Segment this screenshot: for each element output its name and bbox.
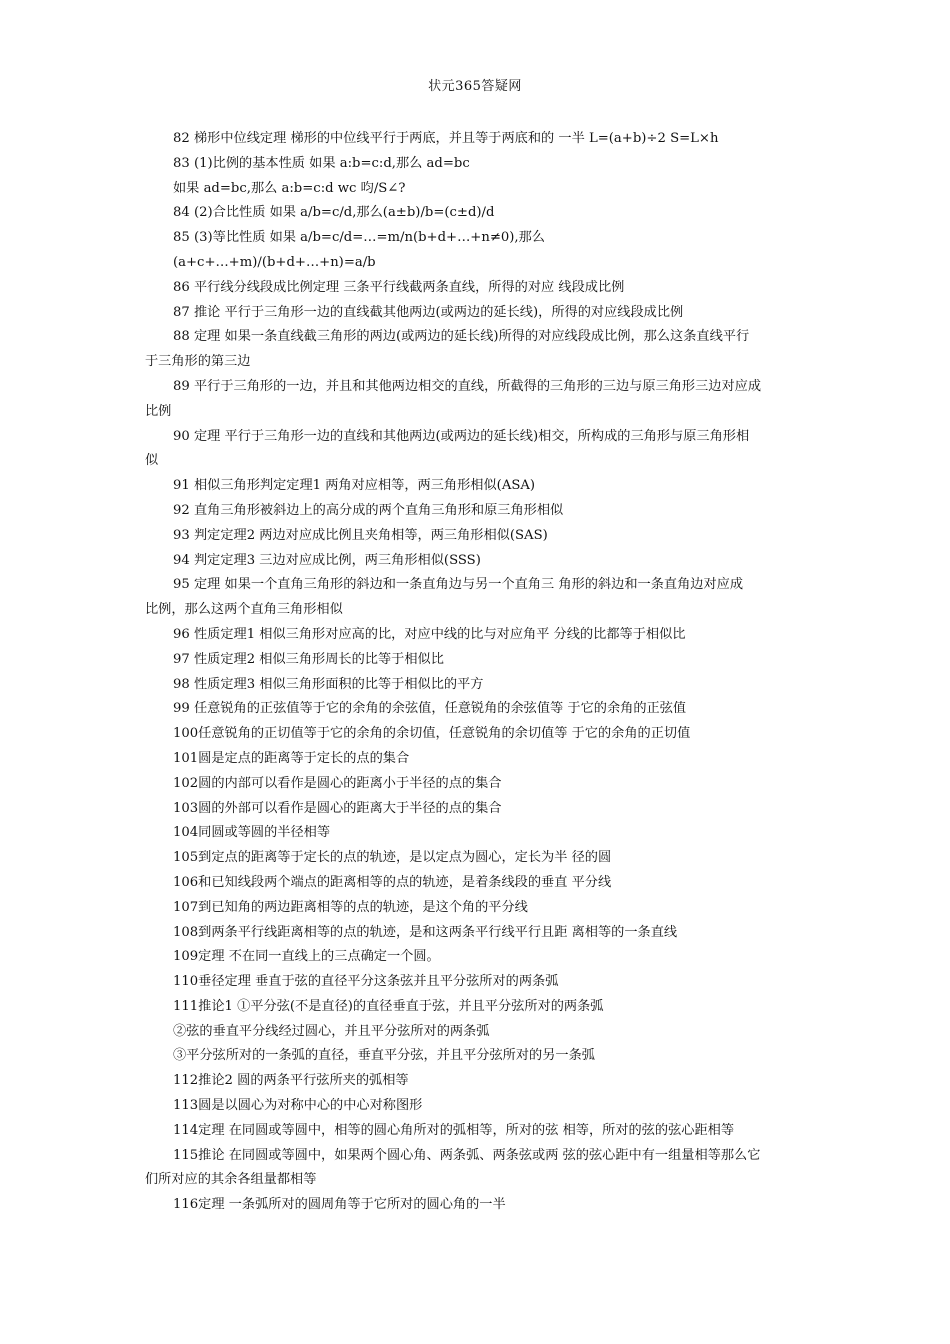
text-line: ②弦的垂直平分线经过圆心，并且平分弦所对的两条弧 <box>173 1023 490 1039</box>
text-line: (a+c+…+m)/(b+d+…+n)=a/b <box>173 254 376 270</box>
text-line: 107到已知角的两边距离相等的点的轨迹，是这个角的平分线 <box>173 899 528 915</box>
text-line: 93 判定定理2 两边对应成比例且夹角相等，两三角形相似(SAS) <box>173 527 548 543</box>
text-line: 85 (3)等比性质 如果 a/b=c/d=…=m/n(b+d+…+n≠0),那么 <box>173 230 545 246</box>
text-line: 100任意锐角的正切值等于它的余角的余切值，任意锐角的余切值等 于它的余角的正切值 <box>173 726 691 742</box>
text-line: 如果 ad=bc,那么 a:b=c:d wc 呁/S∠? <box>173 180 406 196</box>
text-line: 95 定理 如果一个直角三角形的斜边和一条直角边与另一个直角三 角形的斜边和一条直角边对应成 <box>173 577 744 593</box>
text-line: 90 定理 平行于三角形一边的直线和其他两边(或两边的延长线)相交，所构成的三角形与原三角形相 <box>173 428 750 444</box>
text-line: 87 推论 平行于三角形一边的直线截其他两边(或两边的延长线)，所得的对应线段成比例 <box>173 304 684 320</box>
text-line: 102圆的内部可以看作是圆心的距离小于半径的点的集合 <box>173 775 502 791</box>
text-line: 106和已知线段两个端点的距离相等的点的轨迹，是着条线段的垂直 平分线 <box>173 874 612 890</box>
text-line: 108到两条平行线距离相等的点的轨迹，是和这两条平行线平行且距 离相等的一条直线 <box>173 924 678 940</box>
text-line: ③平分弦所对的一条弧的直径，垂直平分弦，并且平分弦所对的另一条弧 <box>173 1048 595 1064</box>
text-line: 比例 <box>145 403 172 419</box>
text-line: 98 性质定理3 相似三角形面积的比等于相似比的平方 <box>173 676 484 692</box>
text-line: 111推论1 ①平分弦(不是直径)的直径垂直于弦，并且平分弦所对的两条弧 <box>173 998 604 1014</box>
text-line: 于三角形的第三边 <box>145 354 251 370</box>
text-line: 112推论2 圆的两条平行弦所夹的弧相等 <box>173 1073 409 1089</box>
text-line: 115推论 在同圆或等圆中，如果两个圆心角、两条弧、两条弦或两 弦的弦心距中有一组量相等那么它 <box>173 1147 761 1163</box>
text-line: 116定理 一条弧所对的圆周角等于它所对的圆心角的一半 <box>173 1197 506 1213</box>
text-line: 89 平行于三角形的一边，并且和其他两边相交的直线，所截得的三角形的三边与原三角形三边对应成 <box>173 378 762 394</box>
text-line: 96 性质定理1 相似三角形对应高的比，对应中线的比与对应角平 分线的比都等于相似比 <box>173 626 686 642</box>
text-line: 82 梯形中位线定理 梯形的中位线平行于两底，并且等于两底和的 一半 L=(a+b)÷2 S=L×h <box>173 131 719 146</box>
text-line: 83 (1)比例的基本性质 如果 a:b=c:d,那么 ad=bc <box>173 155 470 171</box>
text-line: 似 <box>145 453 159 469</box>
text-line: 86 平行线分线段成比例定理 三条平行线截两条直线，所得的对应 线段成比例 <box>173 279 625 295</box>
text-line: 103圆的外部可以看作是圆心的距离大于半径的点的集合 <box>173 800 502 816</box>
text-line: 99 任意锐角的正弦值等于它的余角的余弦值，任意锐角的余弦值等 于它的余角的正弦值 <box>173 701 687 717</box>
text-line: 104同圆或等圆的半径相等 <box>173 825 331 841</box>
text-line: 91 相似三角形判定定理1 两角对应相等，两三角形相似(ASA) <box>173 478 536 494</box>
document-body <box>145 127 810 1218</box>
text-line: 比例，那么这两个直角三角形相似 <box>145 602 343 618</box>
text-line: 109定理 不在同一直线上的三点确定一个圆。 <box>173 949 440 965</box>
text-line: 84 (2)合比性质 如果 a/b=c/d,那么(a±b)/b=(c±d)/d <box>173 205 495 221</box>
text-line: 们所对应的其余各组量都相等 <box>145 1172 317 1188</box>
text-line: 97 性质定理2 相似三角形周长的比等于相似比 <box>173 651 444 667</box>
page-header: 状元365答疑网 <box>428 79 522 94</box>
text-line: 110垂径定理 垂直于弦的直径平分这条弦并且平分弦所对的两条弧 <box>173 974 559 990</box>
text-line: 94 判定定理3 三边对应成比例，两三角形相似(SSS) <box>173 552 481 568</box>
text-line: 113圆是以圆心为对称中心的中心对称图形 <box>173 1098 423 1114</box>
text-line: 88 定理 如果一条直线截三角形的两边(或两边的延长线)所得的对应线段成比例，那么这条直线平行 <box>173 329 750 345</box>
text-line: 105到定点的距离等于定长的点的轨迹，是以定点为圆心，定长为半 径的圆 <box>173 850 612 866</box>
text-line: 92 直角三角形被斜边上的高分成的两个直角三角形和原三角形相似 <box>173 502 564 518</box>
text-line: 101圆是定点的距离等于定长的点的集合 <box>173 750 410 766</box>
text-line: 114定理 在同圆或等圆中，相等的圆心角所对的弧相等，所对的弦 相等，所对的弦的弦心距相等 <box>173 1122 735 1138</box>
